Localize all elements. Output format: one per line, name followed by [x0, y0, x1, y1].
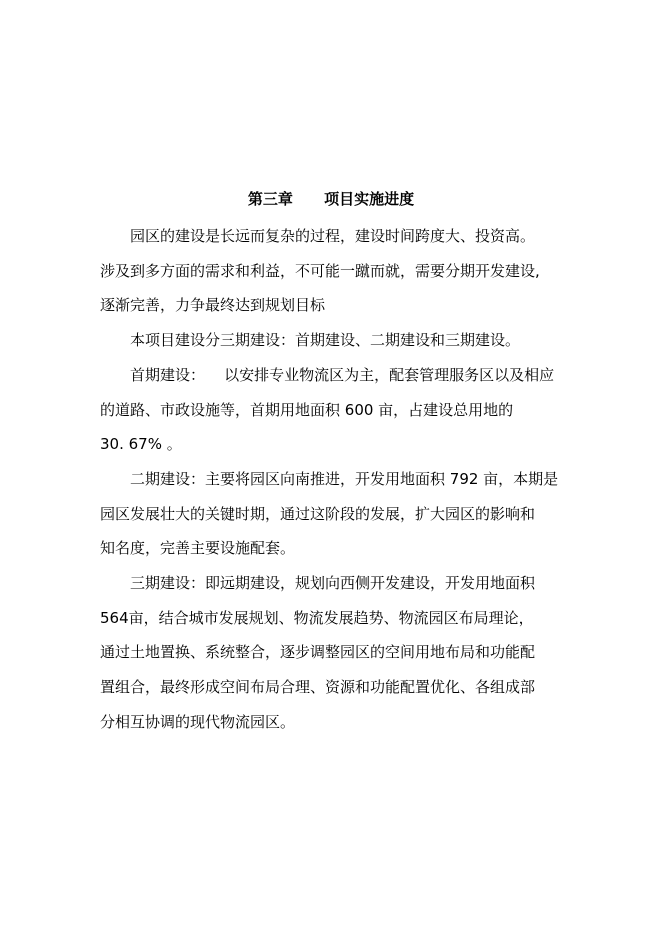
chapter-title: 第三章 项目实施进度 — [247, 190, 415, 208]
paragraph-1-line-2: 涉及到多方面的需求和利益，不可能一蹴而就，需要分期开发建设, — [100, 262, 540, 280]
paragraph-5-line-3: 通过土地置换、系统整合，逐步调整园区的空间用地布局和功能配 — [100, 643, 536, 661]
paragraph-3-line-2: 的道路、市政设施等，首期用地面积 600 亩，占建设总用地的 — [100, 401, 514, 419]
paragraph-1-line-3: 逐渐完善，力争最终达到规划目标 — [100, 296, 326, 314]
paragraph-1-line-1: 园区的建设是长远而复杂的过程，建设时间跨度大、投资高。 — [130, 227, 536, 245]
paragraph-3-line-1: 首期建设： 以安排专业物流区为主，配套管理服务区以及相应 — [130, 366, 555, 384]
paragraph-4-line-3: 知名度，完善主要设施配套。 — [100, 539, 296, 557]
paragraph-4-line-1: 二期建设：主要将园区向南推进，开发用地面积 792 亩，本期是 — [130, 470, 559, 488]
paragraph-2-line-1: 本项目建设分三期建设：首期建设、二期建设和三期建设。 — [130, 331, 521, 349]
paragraph-5-line-5: 分相互协调的现代物流园区。 — [100, 713, 296, 731]
paragraph-4-line-2: 园区发展壮大的关键时期，通过这阶段的发展，扩大园区的影响和 — [100, 505, 536, 523]
paragraph-5-line-4: 置组合，最终形成空间布局合理、资源和功能配置优化、各组成部 — [100, 678, 536, 696]
paragraph-3-line-3: 30. 67% 。 — [100, 435, 182, 453]
paragraph-5-line-1: 三期建设：即远期建设，规划向西侧开发建设，开发用地面积 — [130, 574, 536, 592]
paragraph-5-line-2: 564亩，结合城市发展规划、物流发展趋势、物流园区布局理论， — [100, 609, 534, 627]
